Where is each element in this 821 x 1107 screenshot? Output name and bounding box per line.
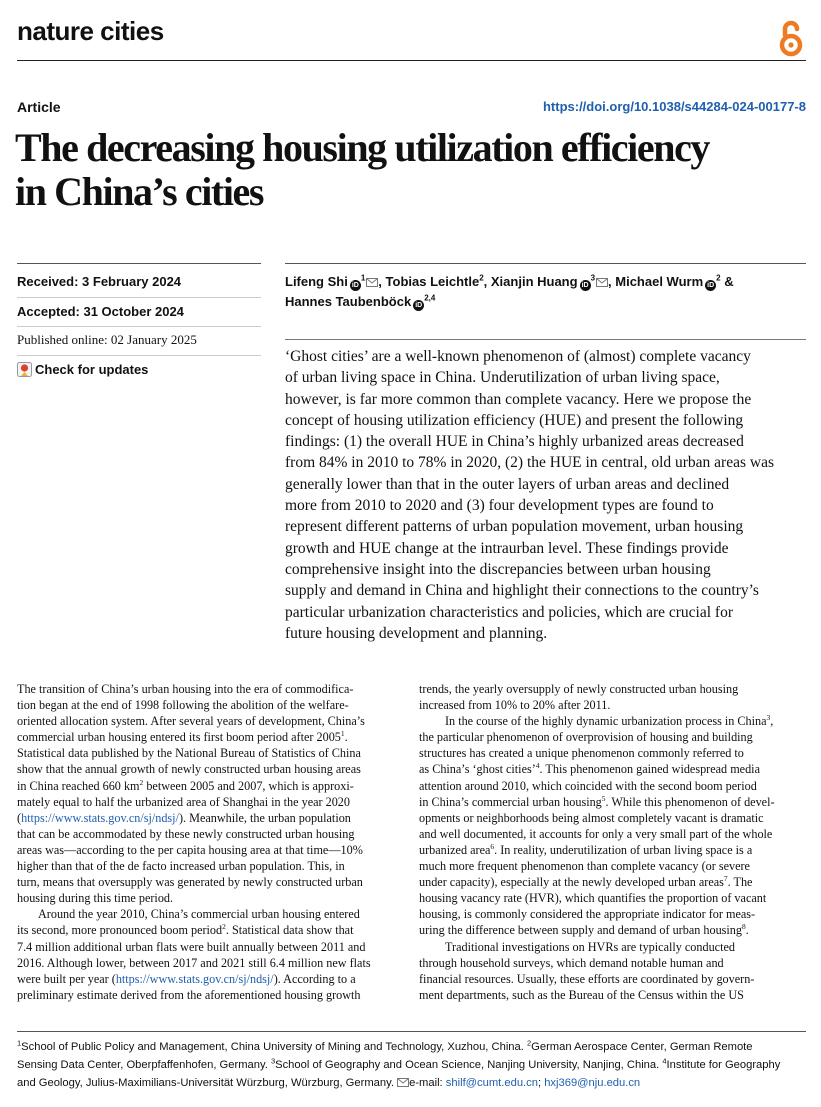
body-text: . This phenomenon gained widespread media [539,762,760,777]
body-line: show that the annual growth of newly constructed urban housing areas [17,762,361,777]
abstract-line: however, is far more common than complete vacancy. Here we propose the [285,390,752,408]
body-line: Traditional investigations on HVRs are typically conducted [445,939,735,954]
orcid-icon[interactable]: iD [351,282,359,289]
separator: , [483,274,491,289]
body-line: mately equal to half the urbanized area of Shanghai in the year 2020 [17,794,350,809]
footnote-line [17,1038,807,1056]
body-text: In the course of the highly dynamic urbanization process in China [445,714,767,729]
body-text: in China reached 660 km [17,778,140,793]
abstract-line: generally lower than that in the outer layers of urban areas and declined [285,475,730,493]
email-link[interactable]: hxj369@nju.edu.cn [544,1077,641,1089]
body-line: 7.4 million additional urban flats were built annually between 2011 and [17,939,366,954]
body-text: ). Meanwhile, the urban population [178,810,351,825]
body-text: . The [727,875,753,890]
body-line: and well documented, it accounts for only a very small part of the whole [419,826,773,841]
body-line [419,842,807,858]
abstract-line: of urban living space in China. Underutilization of urban living space, [285,369,720,387]
affiliation-marker: 3 [590,273,596,283]
meta-divider [17,326,261,327]
author-name[interactable]: Michael Wurm [615,274,704,289]
body-line: preliminary estimate derived from the aforementioned housing growth [17,987,361,1002]
author-name[interactable]: Tobias Leichtle [385,274,480,289]
article-title [15,126,815,214]
doi-link[interactable]: https://doi.org/10.1038/s44284-024-00177-8 [542,99,806,114]
body-line: housing vacancy rate (HVR), which quantifies the proportion of vacant [419,891,767,906]
body-line [17,922,405,938]
body-line [419,874,807,890]
author-name[interactable]: Lifeng Shi [285,274,348,289]
orcid-icon[interactable]: iD [581,282,589,289]
abstract-line: comprehensive insight into the discrepancies between urban housing [285,560,711,578]
title-line: in China’s cities [15,169,264,214]
email-icon[interactable] [366,278,378,287]
footnote-line [17,1074,807,1092]
journal-name[interactable]: nature cities [17,16,164,46]
body-text: . [344,730,348,745]
body-line: opments or neighborhoods being almost completely vacant is dramatic [419,810,764,825]
body-text: uring the difference between supply and demand of urban housing [419,923,742,938]
authors-divider [285,263,806,264]
citation[interactable]: 8 [742,922,746,932]
body-line: turn, means that oversupply was generated by newly constructed urban [17,875,363,890]
citation[interactable]: 7 [723,874,728,884]
title-line: The decreasing housing utilization efficiency [15,125,710,170]
affiliation-text: and Geology, Julius-Maximilians-Universität Würzburg, Würzburg, Germany. [17,1077,398,1089]
citation[interactable]: 4 [535,761,540,771]
body-text: commercial urban housing entered its first boom period after 2005 [17,730,341,745]
body-line: that can be accommodated by these newly constructed urban housing [17,826,355,841]
body-text: its second, more pronounced boom period [17,923,223,938]
body-line: housing, is commonly considered the appropriate indicator for meas- [419,907,756,922]
separator: & [724,274,734,289]
abstract-divider [285,339,806,340]
body-text: . [745,923,749,938]
body-text: under capacity), especially at the newly developed urban areas [419,875,724,890]
citation[interactable]: 5 [601,793,606,803]
body-text: were built per year ( [17,971,116,986]
stats-link[interactable]: https://www.stats.gov.cn/sj/ndsj/ [115,971,274,986]
footnote-divider [17,1031,806,1032]
body-line: Around the year 2010, China’s commercial urban housing entered [38,907,360,922]
article-type: Article [17,99,61,115]
abstract [285,346,807,644]
body-text: in China’s commercial urban housing [419,794,602,809]
body-line: oriented allocation system. After several years of development, China’s [17,714,365,729]
body-text: between 2005 and 2007, which is approxi- [143,778,354,793]
body-line: The transition of China’s urban housing into the era of commodifica- [17,682,354,696]
body-line: through household surveys, which demand notable human and [419,955,724,970]
affiliation-text: Sensing Data Center, Oberpfaffenhofen, Germany. [17,1059,271,1071]
body-line: Statistical data published by the National Bureau of Statistics of China [17,746,361,761]
published-date: Published online: 02 January 2025 [17,332,197,347]
body-text: urbanized area [419,842,491,857]
header-divider [17,60,806,61]
abstract-line: supply and demand in China and highlight their connections to the country’s [285,582,759,600]
superscript: 2 [139,777,144,787]
orcid-icon[interactable]: iD [707,282,715,289]
author-name[interactable]: Xianjin Huang [490,274,578,289]
body-text: , [770,714,774,729]
affiliation-text: School of Public Policy and Management, China University of Mining and Technology, Xuzhou, China. [21,1041,527,1053]
body-line [419,794,807,810]
body-line: 2016. Although lower, between 2017 and 2021 still 6.4 million new flats [17,955,371,970]
body-line [17,729,405,745]
abstract-line: concept of housing utilization efficiency (HUE) and present the following [285,411,744,429]
body-line [17,810,405,826]
affiliation-marker: 2 [716,273,721,283]
citation[interactable]: 6 [490,841,495,851]
citation[interactable]: 3 [766,713,771,723]
affiliations-footnote [17,1038,807,1092]
body-line: ment departments, such as the Bureau of the Census within the US [419,987,744,1002]
separator: ; [537,1077,545,1089]
affiliation-marker: 4 [662,1056,667,1066]
body-text: . While this phenomenon of devel- [605,794,775,809]
affiliation-marker: 2 [526,1038,532,1048]
citation[interactable]: 2 [222,922,226,932]
affiliation-marker: 2,4 [424,293,436,303]
abstract-line: growth and HUE change at the intraurban level. These findings provide [285,539,729,557]
abstract-line: findings: (1) the overall HUE in China’s highly urbanized areas decreased [285,433,744,451]
orcid-icon[interactable]: iD [415,302,423,309]
footnote-line [17,1056,807,1074]
check-for-updates-button[interactable] [17,362,148,377]
body-line: structures has created a unique phenomenon commonly referred to [419,746,744,761]
open-access-icon [776,18,806,58]
stats-link[interactable]: https://www.stats.gov.cn/sj/ndsj/ [21,810,179,825]
email-link[interactable]: shilf@cumt.edu.cn [445,1077,538,1089]
separator: , [378,274,386,289]
body-text: ( [17,810,22,825]
separator: , [608,274,616,289]
email-label: e-mail: [409,1077,446,1089]
body-text: ). According to a [273,971,356,986]
affiliation-marker: 3 [270,1056,276,1066]
affiliation-text: Institute for Geography [666,1059,781,1071]
email-icon[interactable] [596,278,608,287]
body-text: . Statistical data show that [225,923,354,938]
body-line [419,922,807,938]
author-name[interactable]: Hannes Taubenböck [285,294,412,309]
abstract-line: represent different patterns of urban population movement, urban housing [285,518,744,536]
email-icon [397,1078,409,1087]
body-line [419,761,807,777]
abstract-line: more from 2010 to 2020 and (3) four development types are found to [285,497,714,515]
body-line: attention around 2010, which coincided with the second boom period [419,778,757,793]
check-for-updates-icon [17,362,32,377]
body-line [17,778,405,794]
body-text: as China’s ‘ghost cities’ [419,762,536,777]
body-line: higher than that of the de facto increased urban population. This, in [17,859,345,874]
accepted-date: Accepted: 31 October 2024 [17,304,184,319]
meta-divider [17,355,261,356]
citation[interactable]: 1 [340,729,345,739]
body-column-left [17,681,405,1003]
body-line [419,713,807,729]
received-date: Received: 3 February 2024 [17,274,182,289]
meta-divider [17,263,261,264]
affiliation-text: German Aerospace Center, German Remote [531,1041,753,1053]
body-text: . In reality, underutilization of urban living space is a [494,842,753,857]
abstract-line: from 84% in 2010 to 78% in 2020, (2) the HUE in central, old urban areas was [285,454,774,472]
body-line: housing during this time period. [17,891,174,906]
body-line: tion began at the end of 1998 following the abolition of the welfare- [17,698,349,713]
body-column-right [419,681,807,1003]
body-line: increased from 10% to 20% after 2011. [419,698,611,713]
body-line: financial resources. Usually, these efforts are coordinated by govern- [419,971,755,986]
affiliation-text: School of Geography and Ocean Science, Nanjing University, Nanjing, China. [275,1059,663,1071]
body-line [17,971,405,987]
body-line: the particular phenomenon of overprovision of housing and building [419,730,753,745]
abstract-line: particular urbanization characteristics and policies, which are crucial for [285,603,733,621]
affiliation-marker: 1 [360,273,366,283]
body-line: trends, the yearly oversupply of newly constructed urban housing [419,682,739,696]
abstract-line: future housing development and planning. [285,624,548,642]
affiliation-marker: 2 [479,273,484,283]
abstract-line: ‘Ghost cities’ are a well-known phenomenon of (almost) complete vacancy [285,348,751,365]
body-line: much more frequent phenomenon than complete vacancy (or severe [419,859,750,874]
check-for-updates-label: Check for updates [35,362,149,377]
meta-divider [17,297,261,298]
author-list [285,272,810,312]
affiliation-marker: 1 [17,1038,22,1048]
body-line: areas was—according to the per capita housing area at that time—10% [17,842,363,857]
